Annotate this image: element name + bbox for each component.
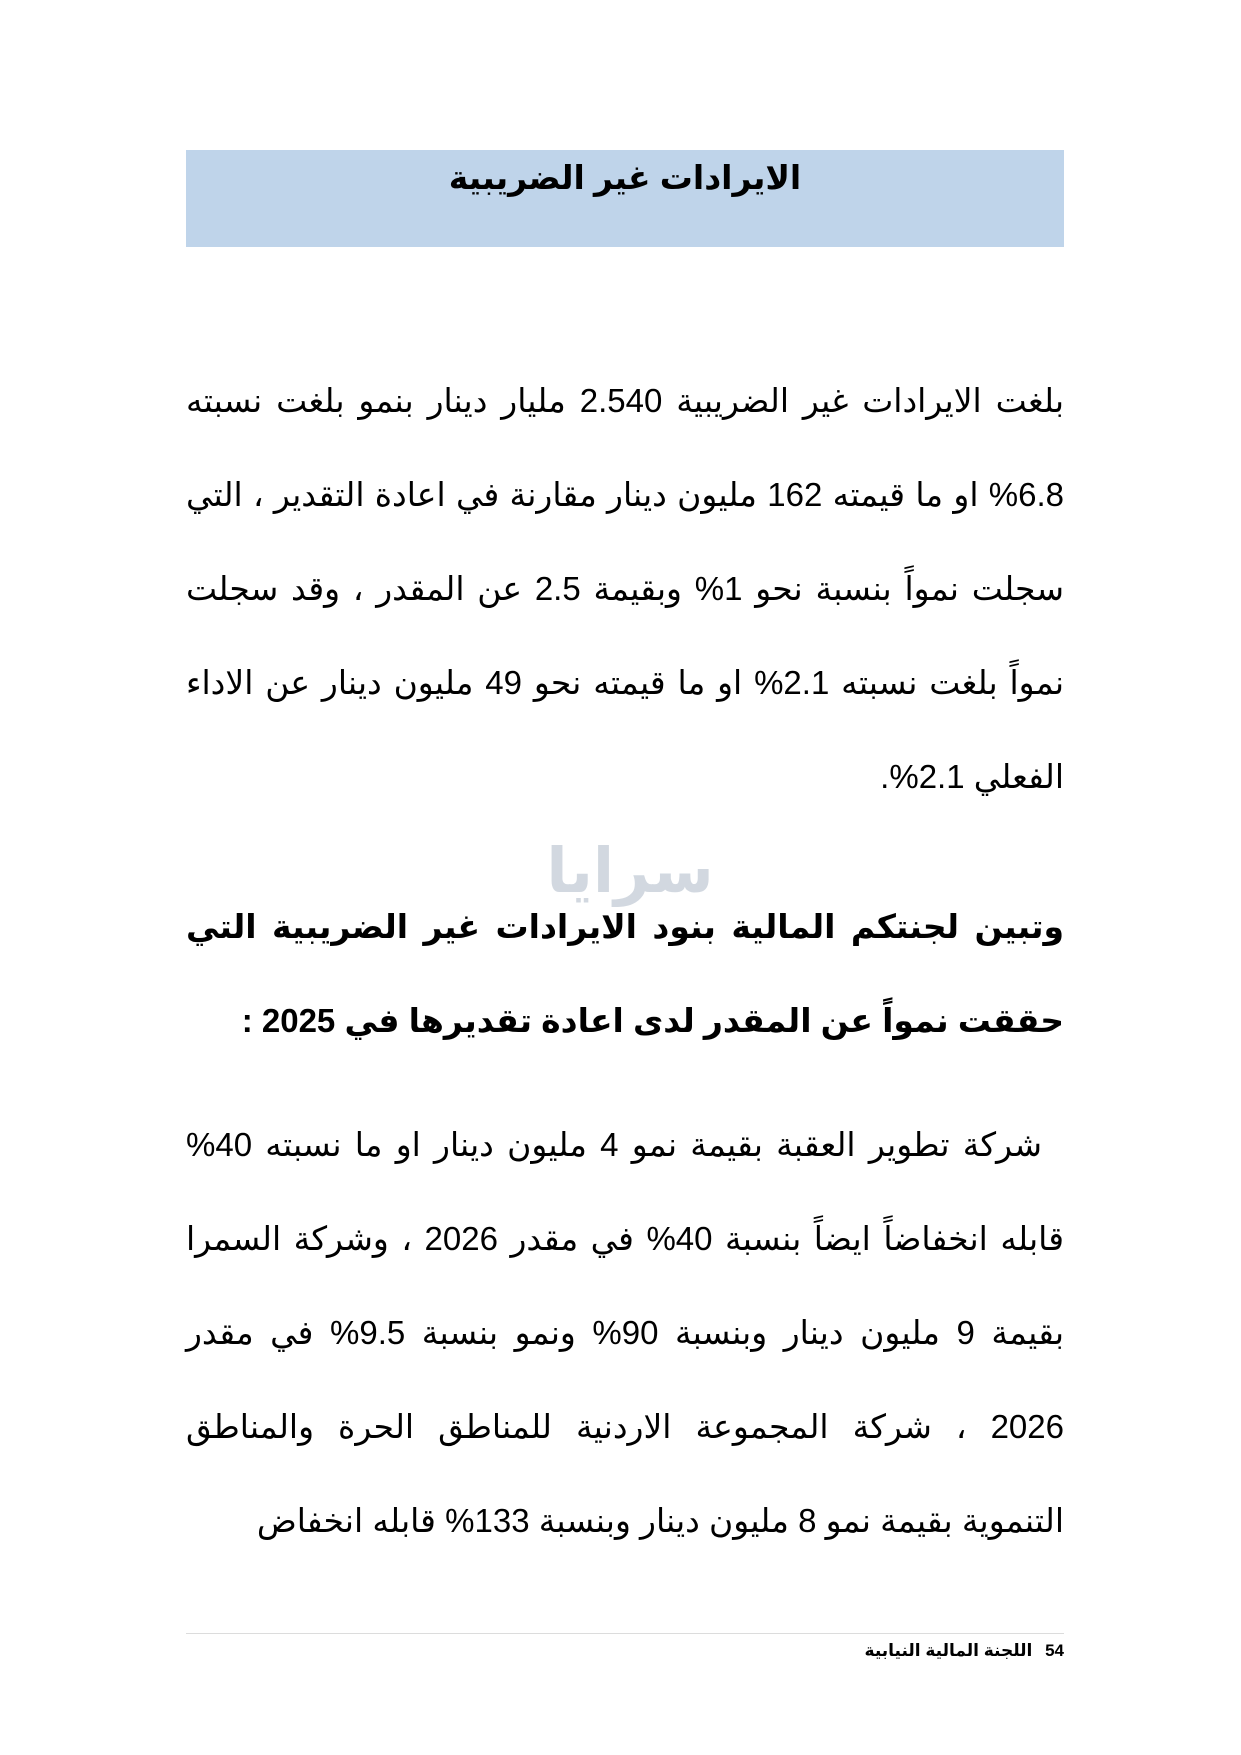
paragraph-committee-statement: وتبين لجنتكم المالية بنود الايرادات غير الضريبية التي حققت نمواً عن المقدر لدى اعادة تقديرها في 2025 : (186, 908, 1064, 1039)
footer-divider (186, 1633, 1064, 1634)
footer-label: اللجنة المالية النيابية (864, 1641, 1033, 1660)
page-number: 54 (1045, 1641, 1064, 1660)
section-title-box (186, 150, 1064, 247)
paragraph-revenue-summary: بلغت الايرادات غير الضريبية 2.540 مليار دينار بنمو بلغت نسبته 6.8% او ما قيمته 162 مليون دينار مقارنة في اعادة التقدير ، التي سجلت نمواً بنسبة نحو 1% وبقيمة 2.5 عن المقدر ، وقد سجلت نمواً بلغت نسبته 2.1% او ما قيمته نحو 49 مليون دينار عن الاداء الفعلي 2.1%. (186, 382, 1065, 795)
page-footer (186, 1640, 1064, 1662)
section-title: الايرادات غير الضريبية (448, 159, 802, 196)
paragraph-companies-details: شركة تطوير العقبة بقيمة نمو 4 مليون دينار او ما نسبته 40% قابله انخفاضاً ايضاً بنسبة 40% في مقدر 2026 ، وشركة السمرا بقيمة 9 مليون دينار وبنسبة 90% ونمو بنسبة 9.5% في مقدر 2026 ، شركة المجموعة الاردنية للمناطق الحرة والمناطق التنموية بقيمة نمو 8 مليون دينار وبنسبة 133% قابله انخفاض (186, 1126, 1065, 1539)
svg-text:سرايا: سرايا (546, 834, 714, 907)
